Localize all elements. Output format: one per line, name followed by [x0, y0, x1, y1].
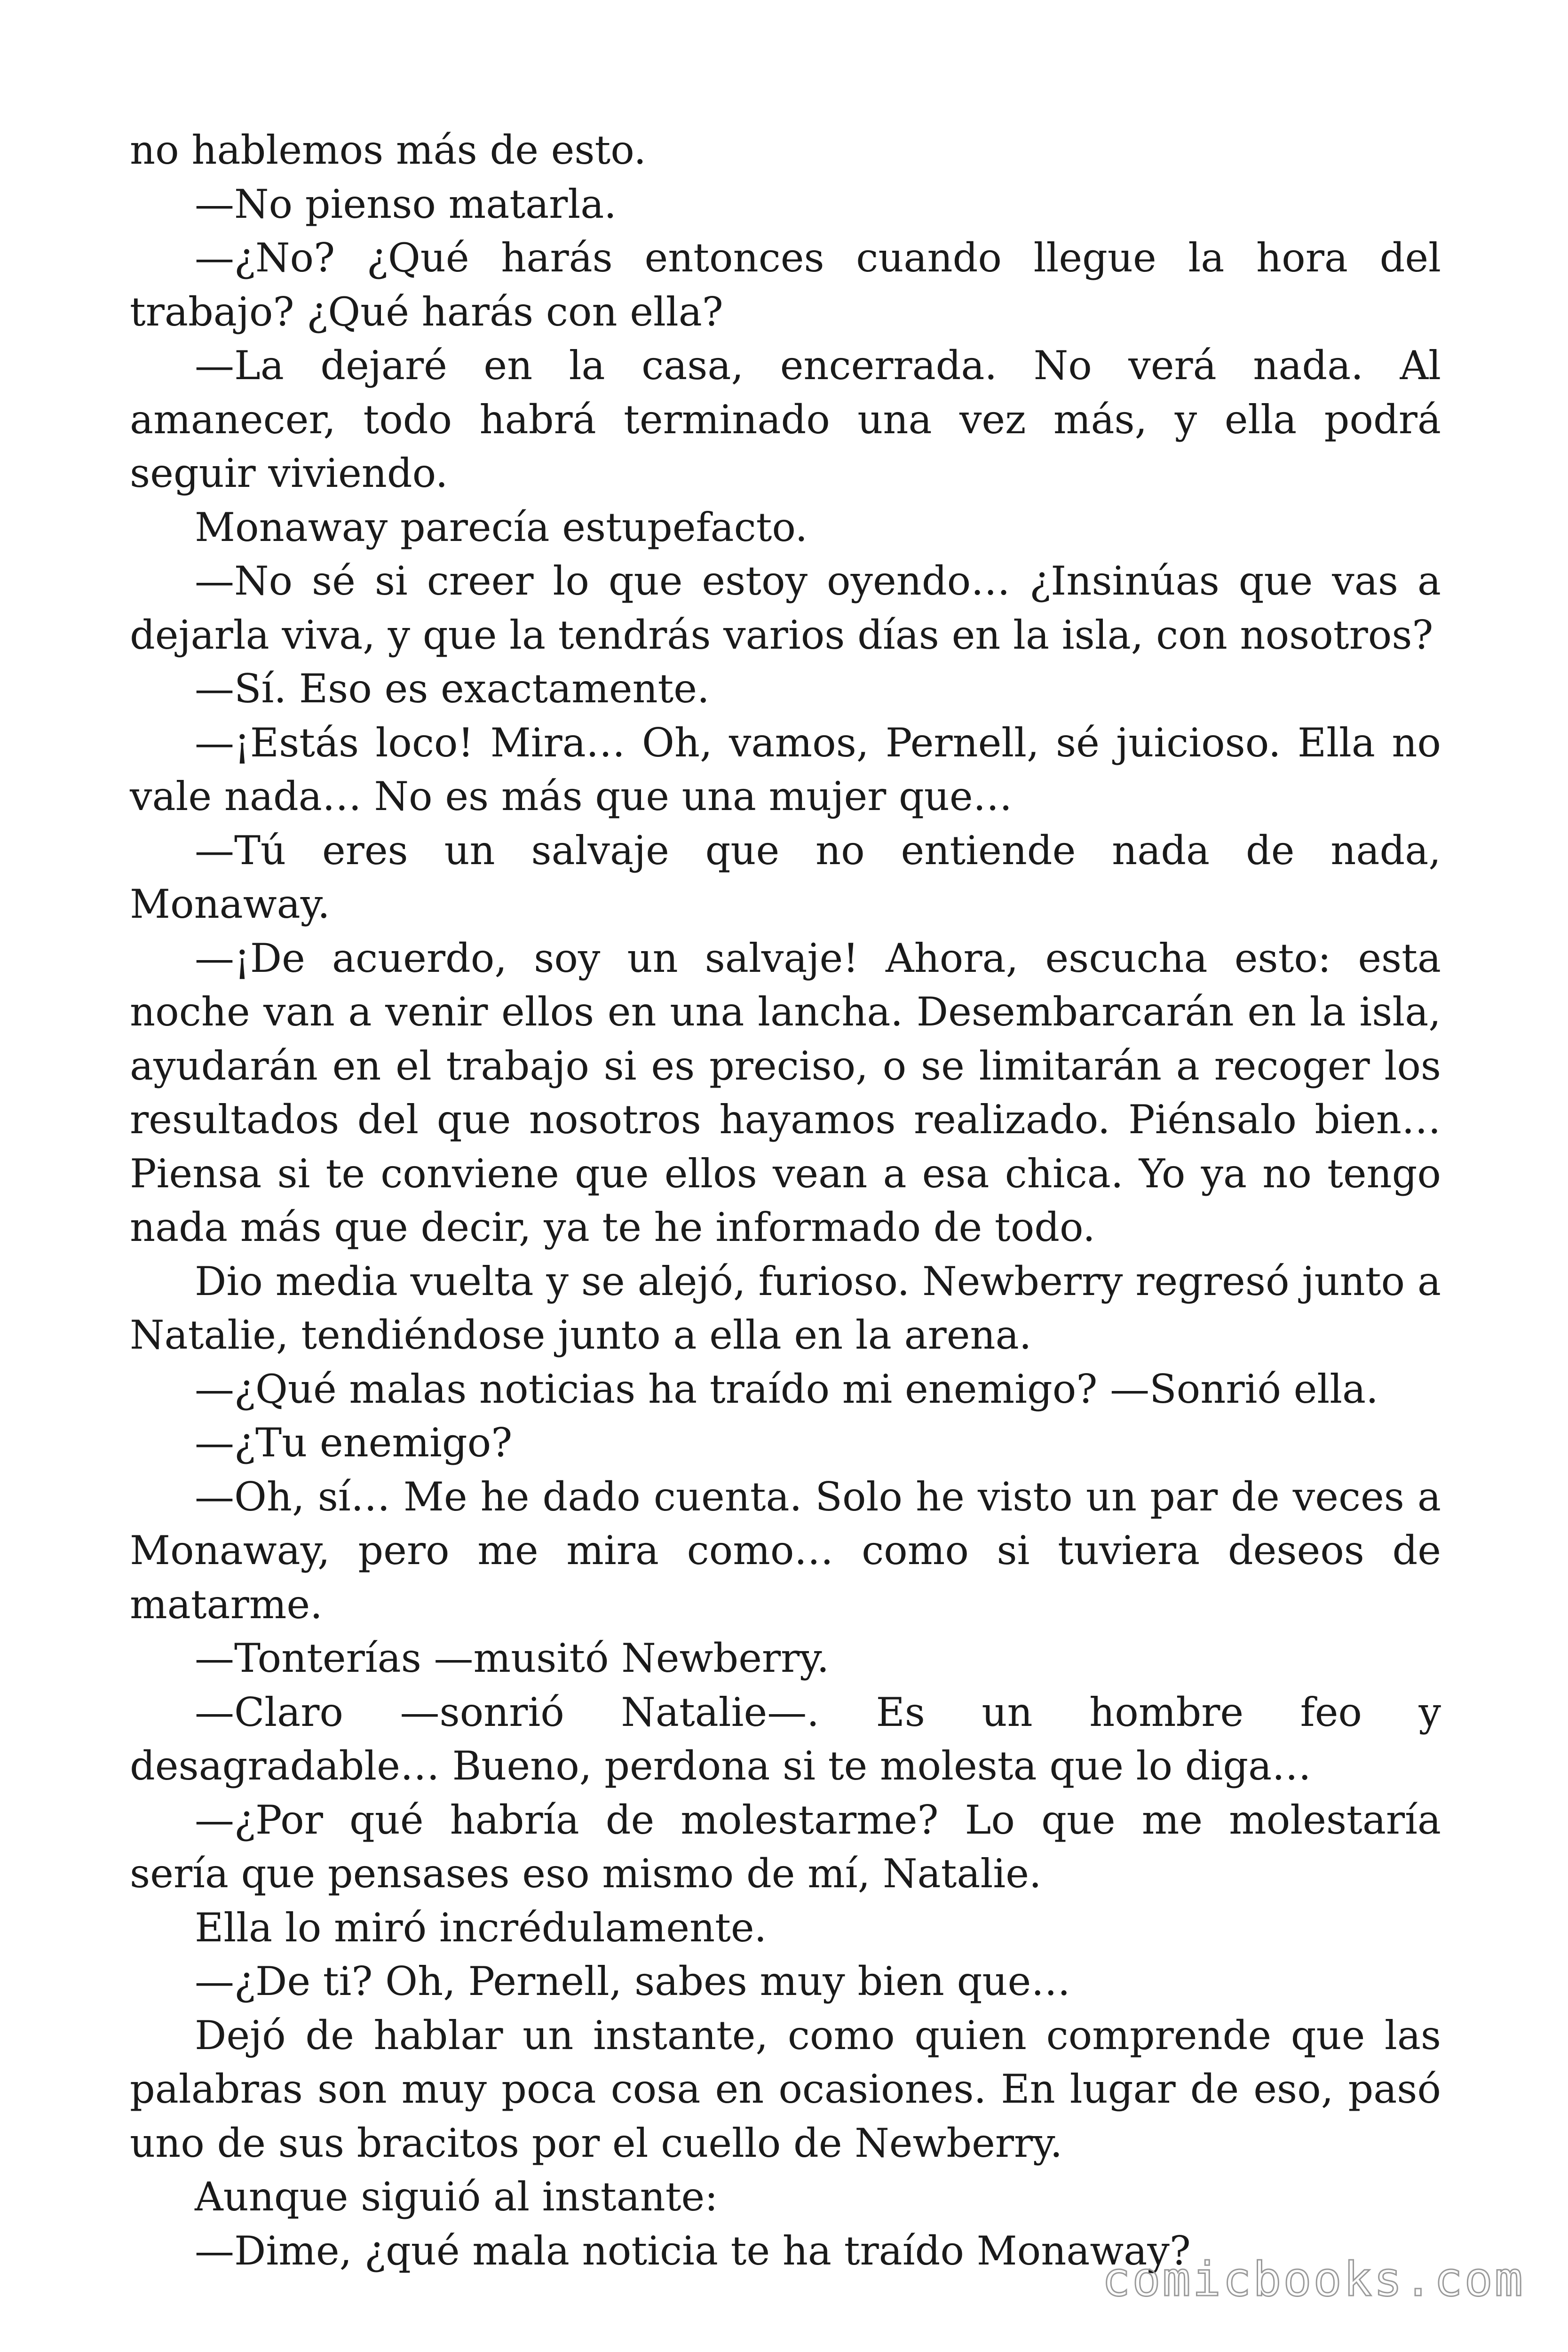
paragraph-13: —¿Tu enemigo? [195, 1420, 513, 1466]
paragraph-20: Dejó de hablar un instante, como quien comprende que las palabras son muy poca cosa en ocasiones. En lugar de eso, pasó uno de sus bracitos por el cuello de Newberry. [130, 2012, 1441, 2166]
paragraph-21: Aunque siguió al instante: [195, 2174, 718, 2220]
paragraph-19: —¿De ti? Oh, Pernell, sabes muy bien que… [195, 1958, 1071, 2004]
paragraph-2: —No pienso matarla. [195, 181, 617, 227]
paragraph-4: —La dejaré en la casa, encerrada. No verá nada. Al amanecer, todo habrá terminado una vez más, y ella podrá seguir viviendo. [130, 342, 1441, 496]
paragraph-22: —Dime, ¿qué mala noticia te ha traído Monaway? [195, 2227, 1191, 2274]
paragraph-5: Monaway parecía estupefacto. [195, 504, 808, 550]
paragraph-8: —¡Estás loco! Mira… Oh, vamos, Pernell, sé juicioso. Ella no vale nada… No es más que una mujer que… [130, 719, 1441, 819]
body-text [130, 123, 1441, 2278]
paragraph-3: —¿No? ¿Qué harás entonces cuando llegue la hora del trabajo? ¿Qué harás con ella? [130, 235, 1441, 335]
paragraph-1: no hablemos más de esto. [130, 127, 647, 173]
paragraph-12: —¿Qué malas noticias ha traído mi enemigo? —Sonrió ella. [195, 1366, 1378, 1412]
paragraph-10: —¡De acuerdo, soy un salvaje! Ahora, escucha esto: esta noche van a venir ellos en una lancha. Desembarcarán en la isla, ayudarán en el trabajo si es preciso, o se limitarán a recoger los resultados del que nosotros hayamos realizado. Piénsalo bien… Piensa si te conviene que ellos vean a esa chica. Yo ya no tengo nada más que decir, ya te he informado de todo. [130, 935, 1441, 1250]
paragraph-18: Ella lo miró incrédulamente. [195, 1904, 767, 1951]
paragraph-7: —Sí. Eso es exactamente. [195, 666, 710, 712]
paragraph-11: Dio media vuelta y se alejó, furioso. Newberry regresó junto a Natalie, tendiéndose junto a ella en la arena. [130, 1258, 1441, 1358]
paragraph-16: —Claro —sonrió Natalie—. Es un hombre feo y desagradable… Bueno, perdona si te molesta que lo diga… [130, 1689, 1441, 1789]
watermark: comicbooks.com [1102, 2252, 1525, 2307]
paragraph-6: —No sé si creer lo que estoy oyendo… ¿Insinúas que vas a dejarla viva, y que la tendrás varios días en la isla, con nosotros? [130, 558, 1441, 658]
paragraph-15: —Tonterías —musitó Newberry. [195, 1635, 830, 1681]
paragraph-14: —Oh, sí… Me he dado cuenta. Solo he visto un par de veces a Monaway, pero me mira como… como si tuviera deseos de matarme. [130, 1473, 1441, 1628]
paragraph-17: —¿Por qué habría de molestarme? Lo que me molestaría sería que pensases eso mismo de mí, Natalie. [130, 1796, 1441, 1897]
paragraph-9: —Tú eres un salvaje que no entiende nada de nada, Monaway. [130, 827, 1441, 927]
